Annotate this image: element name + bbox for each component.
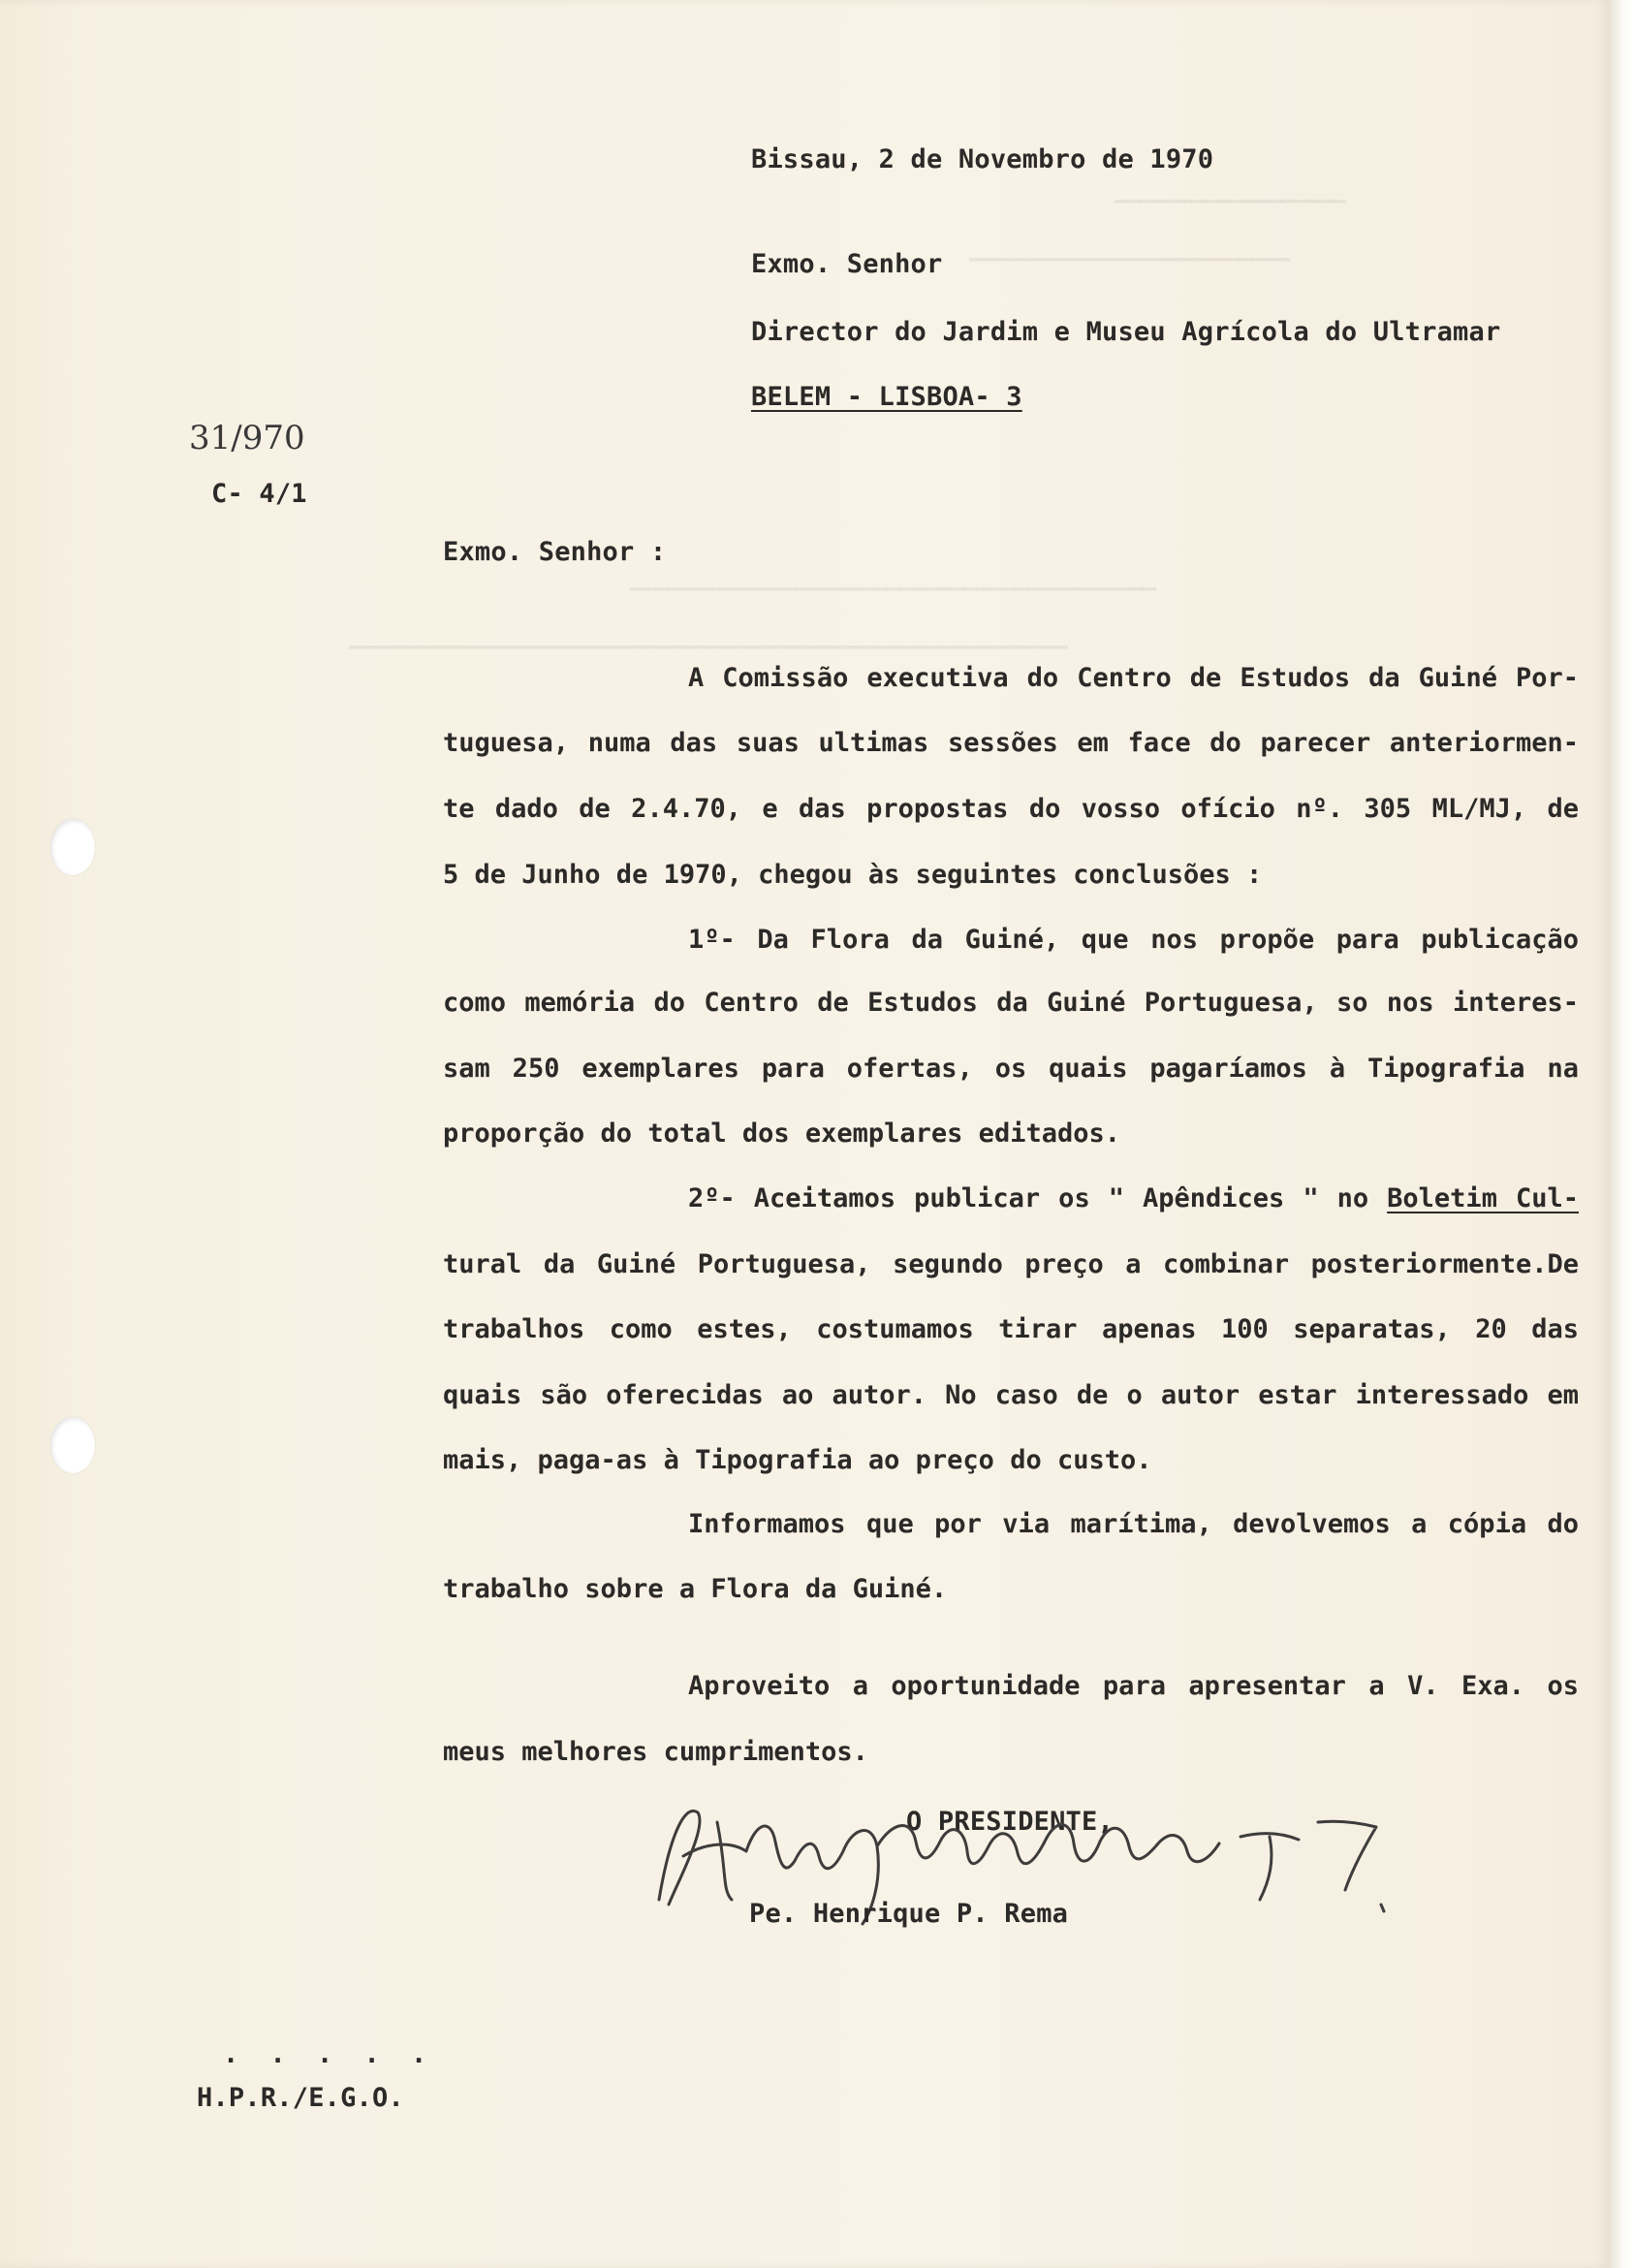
- item-1-line: como memória do Centro de Estudos da Guiné Portuguesa, so nos interes-: [443, 989, 1579, 1018]
- paragraph-1-line: tuguesa, numa das suas ultimas sessões em face do parecer anteriormen-: [443, 729, 1579, 758]
- closing-line: Aproveito a oportunidade para apresentar a V. Exa. os: [688, 1672, 1579, 1701]
- addressee-city: BELEM - LISBOA- 3: [751, 382, 1022, 412]
- journal-title: Boletim Cul-: [1387, 1184, 1579, 1213]
- paragraph-1-line: A Comissão executiva do Centro de Estudos da Guiné Por-: [688, 664, 1579, 693]
- item-1-line: 1º- Da Flora da Guiné, que nos propõe para publicação: [688, 926, 1579, 955]
- addressee-salutation: Exmo. Senhor: [751, 249, 943, 279]
- scan-border: [1609, 0, 1633, 2268]
- item-2-line: mais, paga-as à Tipografia ao preço do custo.: [443, 1446, 1152, 1475]
- show-through-shadow: ▁▁▁▁▁▁▁▁▁▁▁▁▁▁▁▁▁▁▁▁▁▁▁▁▁▁▁▁▁▁▁▁▁▁▁▁▁▁▁▁▁▁▁▁▁▁▁▁▁▁▁▁▁▁▁▁: [349, 625, 1068, 649]
- punch-hole-bottom: [50, 1417, 95, 1473]
- item-1-line: proporção do total dos exemplares editados.: [443, 1119, 1120, 1149]
- show-through-shadow: ▁▁▁▁▁▁▁▁▁▁▁▁▁▁▁▁▁▁▁▁▁▁▁▁▁▁▁▁▁▁▁▁▁▁▁▁▁▁▁▁▁: [630, 567, 1157, 591]
- paragraph-1-line: 5 de Junho de 1970, chegou às seguintes conclusões :: [443, 861, 1263, 890]
- signatory-name: Pe. Henrique P. Rema: [749, 1899, 1069, 1929]
- signatory-role: O PRESIDENTE,: [906, 1807, 1114, 1837]
- item-2-first-line-text: 2º- Aceitamos publicar os " Apêndices " no: [688, 1184, 1388, 1213]
- addressee-title: Director do Jardim e Museu Agrícola do Ultramar: [751, 317, 1501, 347]
- show-through-shadow: ▁▁▁▁▁▁▁▁▁▁▁▁▁▁▁▁▁▁: [1115, 179, 1346, 204]
- item-2-line: [688, 1184, 1579, 1213]
- paragraph-1-line: te dado de 2.4.70, e das propostas do vosso ofício nº. 305 ML/MJ, de: [443, 795, 1579, 824]
- footer-dots: . . . . .: [223, 2039, 435, 2069]
- item-2-line: trabalhos como estes, costumamos tirar apenas 100 separatas, 20 das: [443, 1315, 1579, 1344]
- item-2-line: quais são oferecidas ao autor. No caso de o autor estar interessado em: [443, 1381, 1579, 1410]
- show-through-shadow: ▁▁▁▁▁▁▁▁▁▁▁▁▁▁▁▁▁▁▁▁▁▁▁▁▁: [969, 237, 1291, 262]
- place-date: Bissau, 2 de Novembro de 1970: [751, 144, 1214, 174]
- return-paragraph-line: trabalho sobre a Flora da Guiné.: [443, 1575, 948, 1604]
- footer-initials: H.P.R./E.G.O.: [197, 2083, 404, 2113]
- closing-line: meus melhores cumprimentos.: [443, 1738, 868, 1767]
- item-1-line: sam 250 exemplares para ofertas, os quais pagaríamos à Tipografia na: [443, 1055, 1579, 1084]
- filing-code: C- 4/1: [211, 479, 307, 509]
- return-paragraph-line: Informamos que por via marítima, devolvemos a cópia do: [688, 1510, 1579, 1539]
- handwritten-reference: 31/970: [189, 419, 305, 457]
- punch-hole-top: [50, 819, 95, 875]
- salutation: Exmo. Senhor :: [443, 537, 667, 567]
- item-2-line: tural da Guiné Portuguesa, segundo preço a combinar posteriormente.De: [443, 1250, 1579, 1279]
